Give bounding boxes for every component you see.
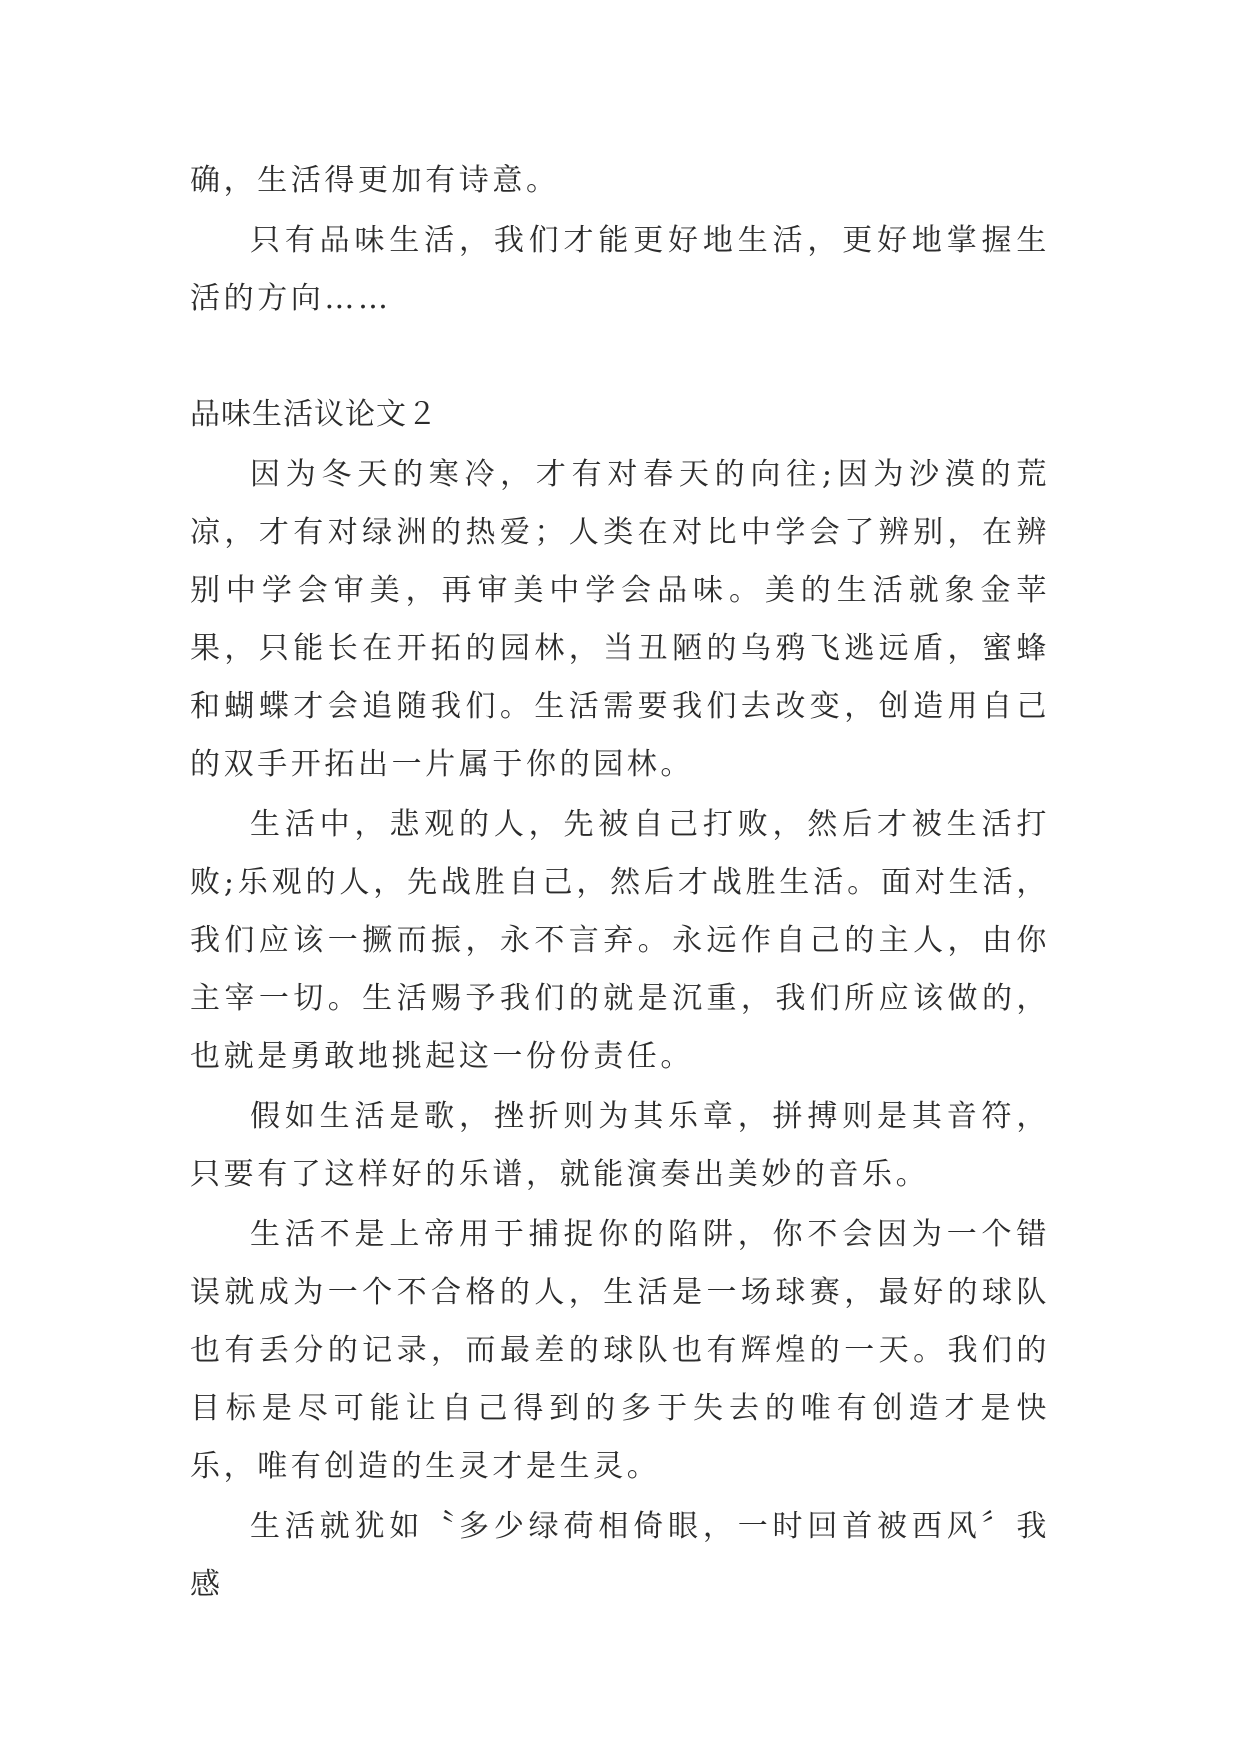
paragraph: 假如生活是歌，挫折则为其乐章，拼搏则是其音符，只要有了这样好的乐谱，就能演奏出美妙的音乐。 <box>190 1099 1050 1192</box>
document-body <box>190 152 1050 1616</box>
paragraph: 生活就犹如〝多少绿荷相倚眼，一时回首被西风〞我感 <box>190 1509 1050 1602</box>
paragraph: 因为冬天的寒冷，才有对春天的向往;因为沙漠的荒凉，才有对绿洲的热爱；人类在对比中学会了辨别，在辨别中学会审美，再审美中学会品味。美的生活就象金苹果，只能长在开拓的园林，当丑陋的乌鸦飞逃远盾，蜜蜂和蝴蝶才会追随我们。生活需要我们去改变，创造用自己的双手开拓出一片属于你的园林。 <box>190 457 1050 782</box>
section-heading: 品味生活议论文２ <box>190 397 438 432</box>
paragraph: 确，生活得更加有诗意。 <box>190 163 560 198</box>
paragraph: 生活不是上帝用于捕捉你的陷阱，你不会因为一个错误就成为一个不合格的人，生活是一场球赛，最好的球队也有丢分的记录，而最差的球队也有辉煌的一天。我们的目标是尽可能让自己得到的多于失去的唯有创造才是快乐，唯有创造的生灵才是生灵。 <box>190 1217 1050 1484</box>
paragraph: 只有品味生活，我们才能更好地生活，更好地掌握生活的方向…… <box>190 223 1050 316</box>
paragraph: 生活中，悲观的人，先被自己打败，然后才被生活打败;乐观的人，先战胜自己，然后才战胜生活。面对生活，我们应该一撅而振，永不言弃。永远作自己的主人，由你主宰一切。生活赐予我们的就是沉重，我们所应该做的，也就是勇敢地挑起这一份份责任。 <box>190 807 1050 1074</box>
